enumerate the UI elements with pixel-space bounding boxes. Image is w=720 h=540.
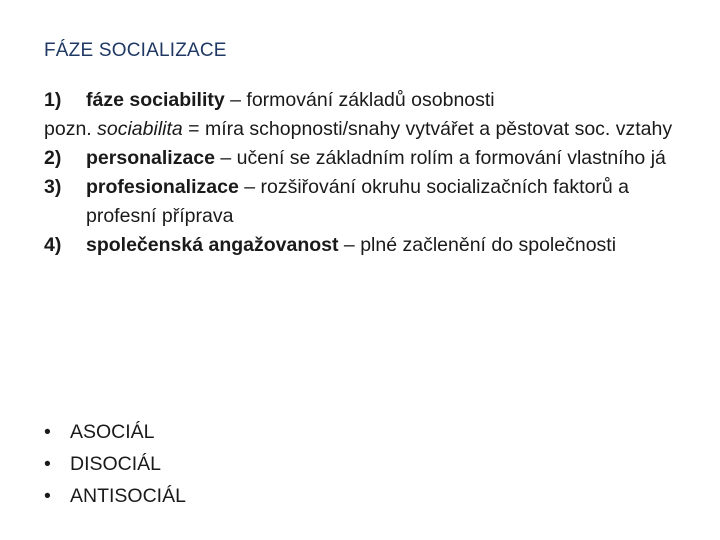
- note-term: sociabilita: [97, 118, 183, 140]
- bullet-list: [44, 416, 186, 512]
- phase-number: 2): [44, 147, 62, 169]
- bullet-dot-icon: •: [44, 485, 51, 507]
- phase-item-2: [44, 144, 704, 173]
- phase-description: učení se základním rolím a formování vlastního já: [236, 147, 666, 169]
- bullet-item: [44, 480, 186, 512]
- phase-term: profesionalizace: [86, 176, 239, 198]
- phase-number: 4): [44, 234, 62, 256]
- sociability-note: pozn. sociabilita = míra schopnosti/snahy vytvářet a pěstovat soc. vztahy: [44, 118, 673, 140]
- phase-separator: –: [224, 89, 247, 111]
- phase-separator: –: [214, 147, 237, 169]
- bullet-text: ASOCIÁL: [70, 421, 155, 443]
- phase-description: formování základů osobnosti: [246, 89, 495, 111]
- bullet-text: DISOCIÁL: [70, 453, 162, 475]
- phase-item-4: [44, 231, 704, 260]
- phase-description: rozšiřování okruhu socializačních faktorů a profesní příprava: [86, 176, 630, 227]
- phase-separator: –: [238, 176, 261, 198]
- bullet-dot-icon: •: [44, 453, 51, 475]
- phase-number: 1): [44, 89, 62, 111]
- phase-term: fáze sociability: [86, 89, 225, 111]
- phase-term: společenská angažovanost: [86, 234, 339, 256]
- phase-term: personalizace: [86, 147, 215, 169]
- bullet-item: [44, 448, 186, 480]
- phases-list: [44, 86, 704, 260]
- phase-item-3: [44, 173, 704, 231]
- bullet-dot-icon: •: [44, 421, 51, 443]
- bullet-text: ANTISOCIÁL: [70, 485, 186, 507]
- phase-separator: –: [338, 234, 361, 256]
- phase-number: 3): [44, 176, 62, 198]
- slide-title: FÁZE SOCIALIZACE: [44, 40, 227, 61]
- phase-description: plné začlenění do společnosti: [360, 234, 617, 256]
- bullet-item: [44, 416, 186, 448]
- phase-item-1: [44, 86, 704, 115]
